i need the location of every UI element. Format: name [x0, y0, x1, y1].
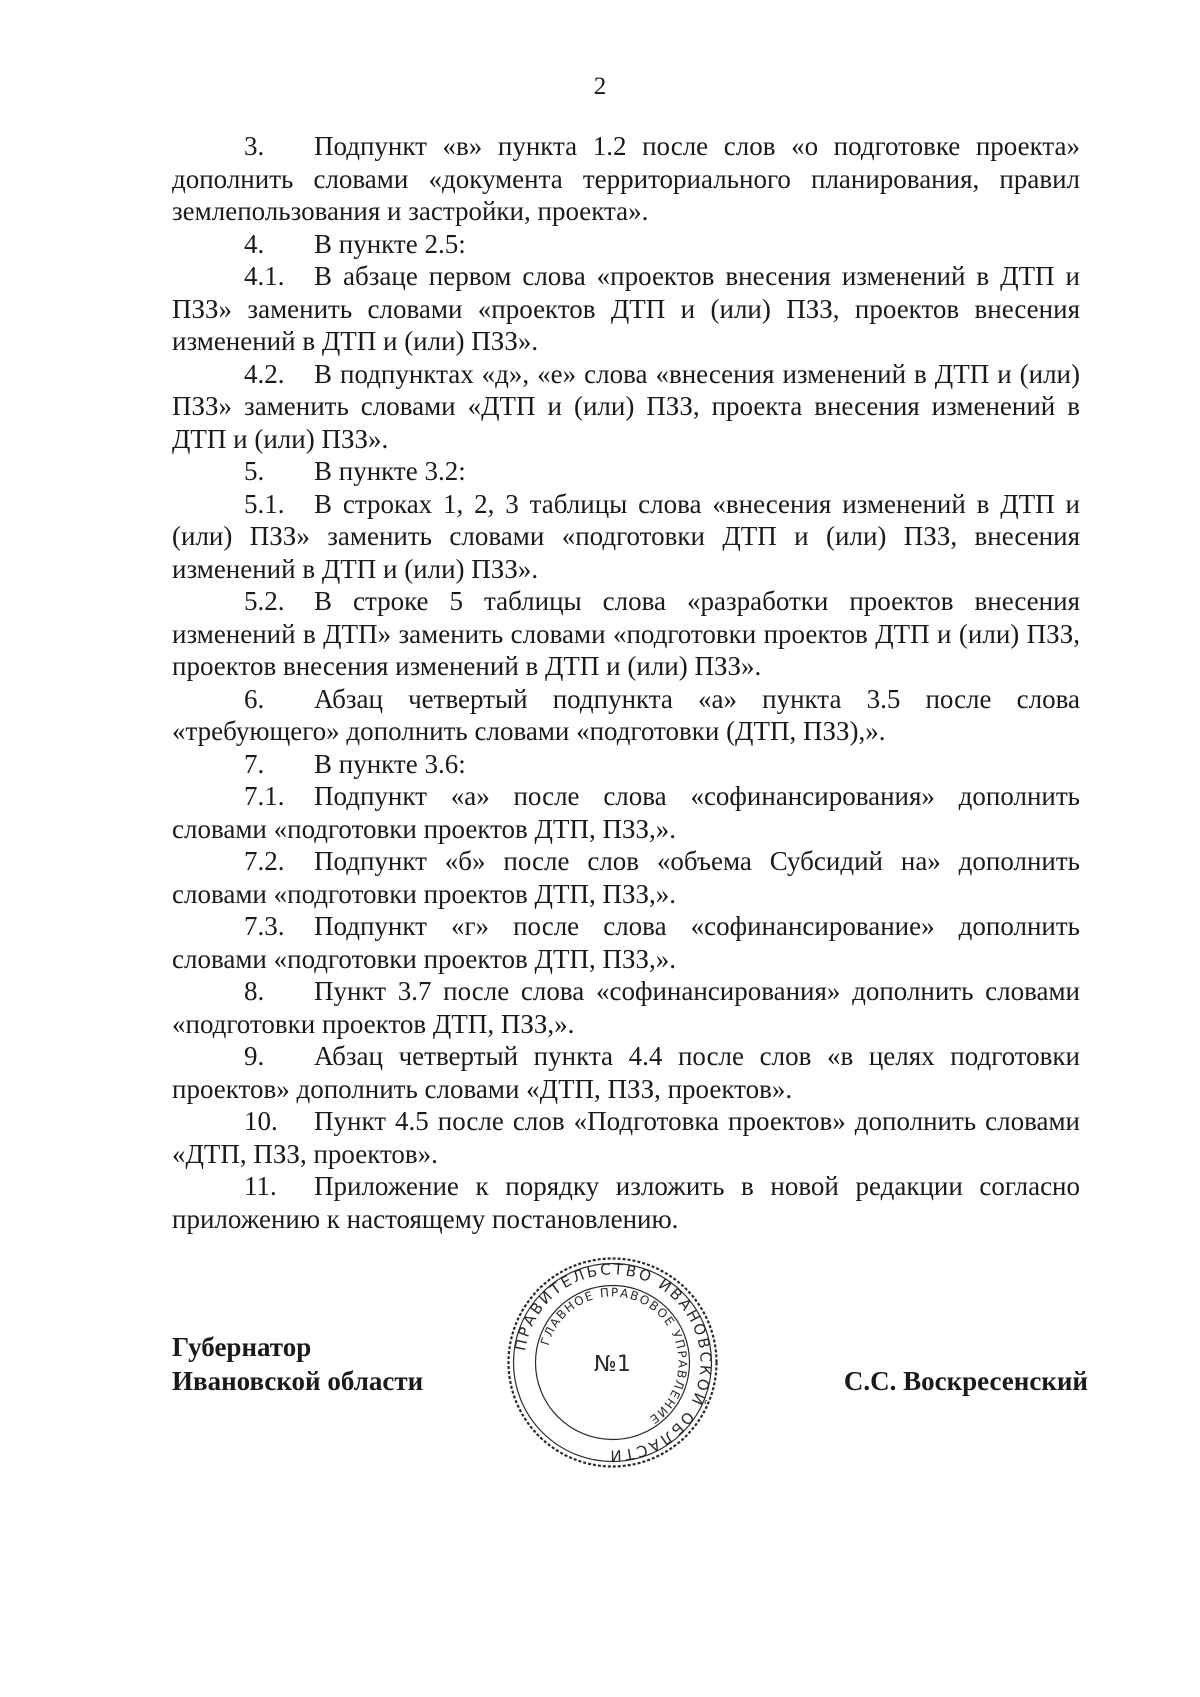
paragraph	[172, 358, 1080, 456]
paragraph-text: Пункт 3.7 после слова «софинансирования» дополнить словами «подготовки проектов ДТП, ПЗЗ,».	[172, 976, 1080, 1039]
paragraph-number: 8.	[244, 976, 265, 1006]
paragraph-number: 7.	[244, 748, 265, 779]
seal-number: №1	[594, 1352, 631, 1377]
paragraph-text: В пункте 2.5:	[314, 228, 466, 259]
paragraph-text: Подпункт «а» после слова «софинансирования» дополнить словами «подготовки проектов ДТП, ПЗЗ,».	[172, 781, 1080, 844]
paragraph	[172, 1105, 1080, 1170]
paragraph-number: 7.3.	[244, 911, 285, 941]
paragraph-number: 6.	[244, 683, 265, 714]
paragraph-number: 4.2.	[244, 358, 285, 389]
paragraph-number: 5.	[244, 456, 265, 486]
paragraph	[172, 780, 1080, 845]
seal-inner-text: ГЛАВНОЕ ПРАВОВОЕ УПРАВЛЕНИЕ	[537, 1285, 690, 1428]
signatory-title	[172, 1330, 423, 1398]
paragraph-number: 9.	[244, 1041, 265, 1071]
paragraph	[172, 585, 1080, 683]
paragraph	[172, 1170, 1080, 1235]
paragraph-text: Абзац четвертый подпункта «а» пункта 3.5 после слова «требующего» дополнить словами «подготовки (ДТП, ПЗЗ),».	[172, 683, 1080, 746]
official-seal	[505, 1255, 720, 1470]
signatory-title-line1: Губернатор	[172, 1332, 312, 1362]
paragraph-number: 7.2.	[244, 846, 285, 876]
paragraph-number: 10.	[244, 1106, 278, 1136]
paragraph-number: 3.	[244, 131, 265, 161]
paragraph-text: Приложение к порядку изложить в новой редакции согласно приложению к настоящему постановлению.	[172, 1171, 1080, 1234]
paragraph-text: В пункте 3.2:	[314, 456, 466, 486]
paragraph-text: В абзаце первом слова «проектов внесения изменений в ДТП и ПЗЗ» заменить словами «проектов ДТП и (или) ПЗЗ, проектов внесения изменений в ДТП и (или) ПЗЗ».	[172, 261, 1080, 356]
paragraph	[172, 455, 1080, 488]
paragraph	[172, 228, 1080, 261]
paragraph	[172, 748, 1080, 781]
paragraph-text: В строках 1, 2, 3 таблицы слова «внесения изменений в ДТП и (или) ПЗЗ» заменить словами «подготовки ДТП и (или) ПЗЗ, внесения изменений в ДТП и (или) ПЗЗ».	[172, 488, 1080, 584]
paragraph-number: 5.2.	[244, 586, 285, 616]
paragraph	[172, 488, 1080, 586]
paragraph-text: Подпункт «б» после слов «объема Субсидий на» дополнить словами «подготовки проектов ДТП, ПЗЗ,».	[172, 846, 1080, 909]
paragraph	[172, 130, 1080, 228]
signatory-title-line2: Ивановской области	[172, 1366, 424, 1396]
paragraph-text: В подпунктах «д», «е» слова «внесения изменений в ДТП и (или) ПЗЗ» заменить словами «ДТП и (или) ПЗЗ, проекта внесения изменений в ДТП и (или) ПЗЗ».	[172, 358, 1080, 454]
paragraph-number: 7.1.	[244, 781, 285, 811]
paragraph-text: В пункте 3.6:	[314, 748, 466, 779]
paragraph	[172, 845, 1080, 910]
paragraph-text: В строке 5 таблицы слова «разработки проектов внесения изменений в ДТП» заменить словами «подготовки проектов ДТП и (или) ПЗЗ, проектов внесения изменений в ДТП и (или) ПЗЗ».	[172, 586, 1080, 681]
paragraph-number: 5.1.	[244, 488, 285, 519]
paragraph-text: Абзац четвертый пункта 4.4 после слов «в целях подготовки проектов» дополнить словами «ДТП, ПЗЗ, проектов».	[172, 1041, 1080, 1104]
paragraph	[172, 1040, 1080, 1105]
paragraph	[172, 683, 1080, 748]
paragraph-number: 4.	[244, 228, 265, 259]
page-number: 2	[593, 73, 607, 100]
paragraph-number: 11.	[244, 1171, 277, 1201]
paragraph-text: Подпункт «г» после слова «софинансирование» дополнить словами «подготовки проектов ДТП, ПЗЗ,».	[172, 911, 1080, 974]
signatory-name: С.С. Воскресенский	[843, 1366, 1088, 1396]
paragraph	[172, 975, 1080, 1040]
paragraph-text: Подпункт «в» пункта 1.2 после слов «о подготовке проекта» дополнить словами «документа территориального планирования, правил землепользования и застройки, проекта».	[172, 131, 1080, 226]
paragraph-number: 4.1.	[244, 261, 285, 291]
paragraph-text: Пункт 4.5 после слов «Подготовка проектов» дополнить словами «ДТП, ПЗЗ, проектов».	[172, 1106, 1080, 1169]
document-body	[172, 130, 1080, 1235]
paragraph	[172, 910, 1080, 975]
paragraph	[172, 260, 1080, 358]
seal-outer-text: ПРАВИТЕЛЬСТВО ИВАНОВСКОЙ ОБЛАСТИ	[511, 1260, 715, 1465]
